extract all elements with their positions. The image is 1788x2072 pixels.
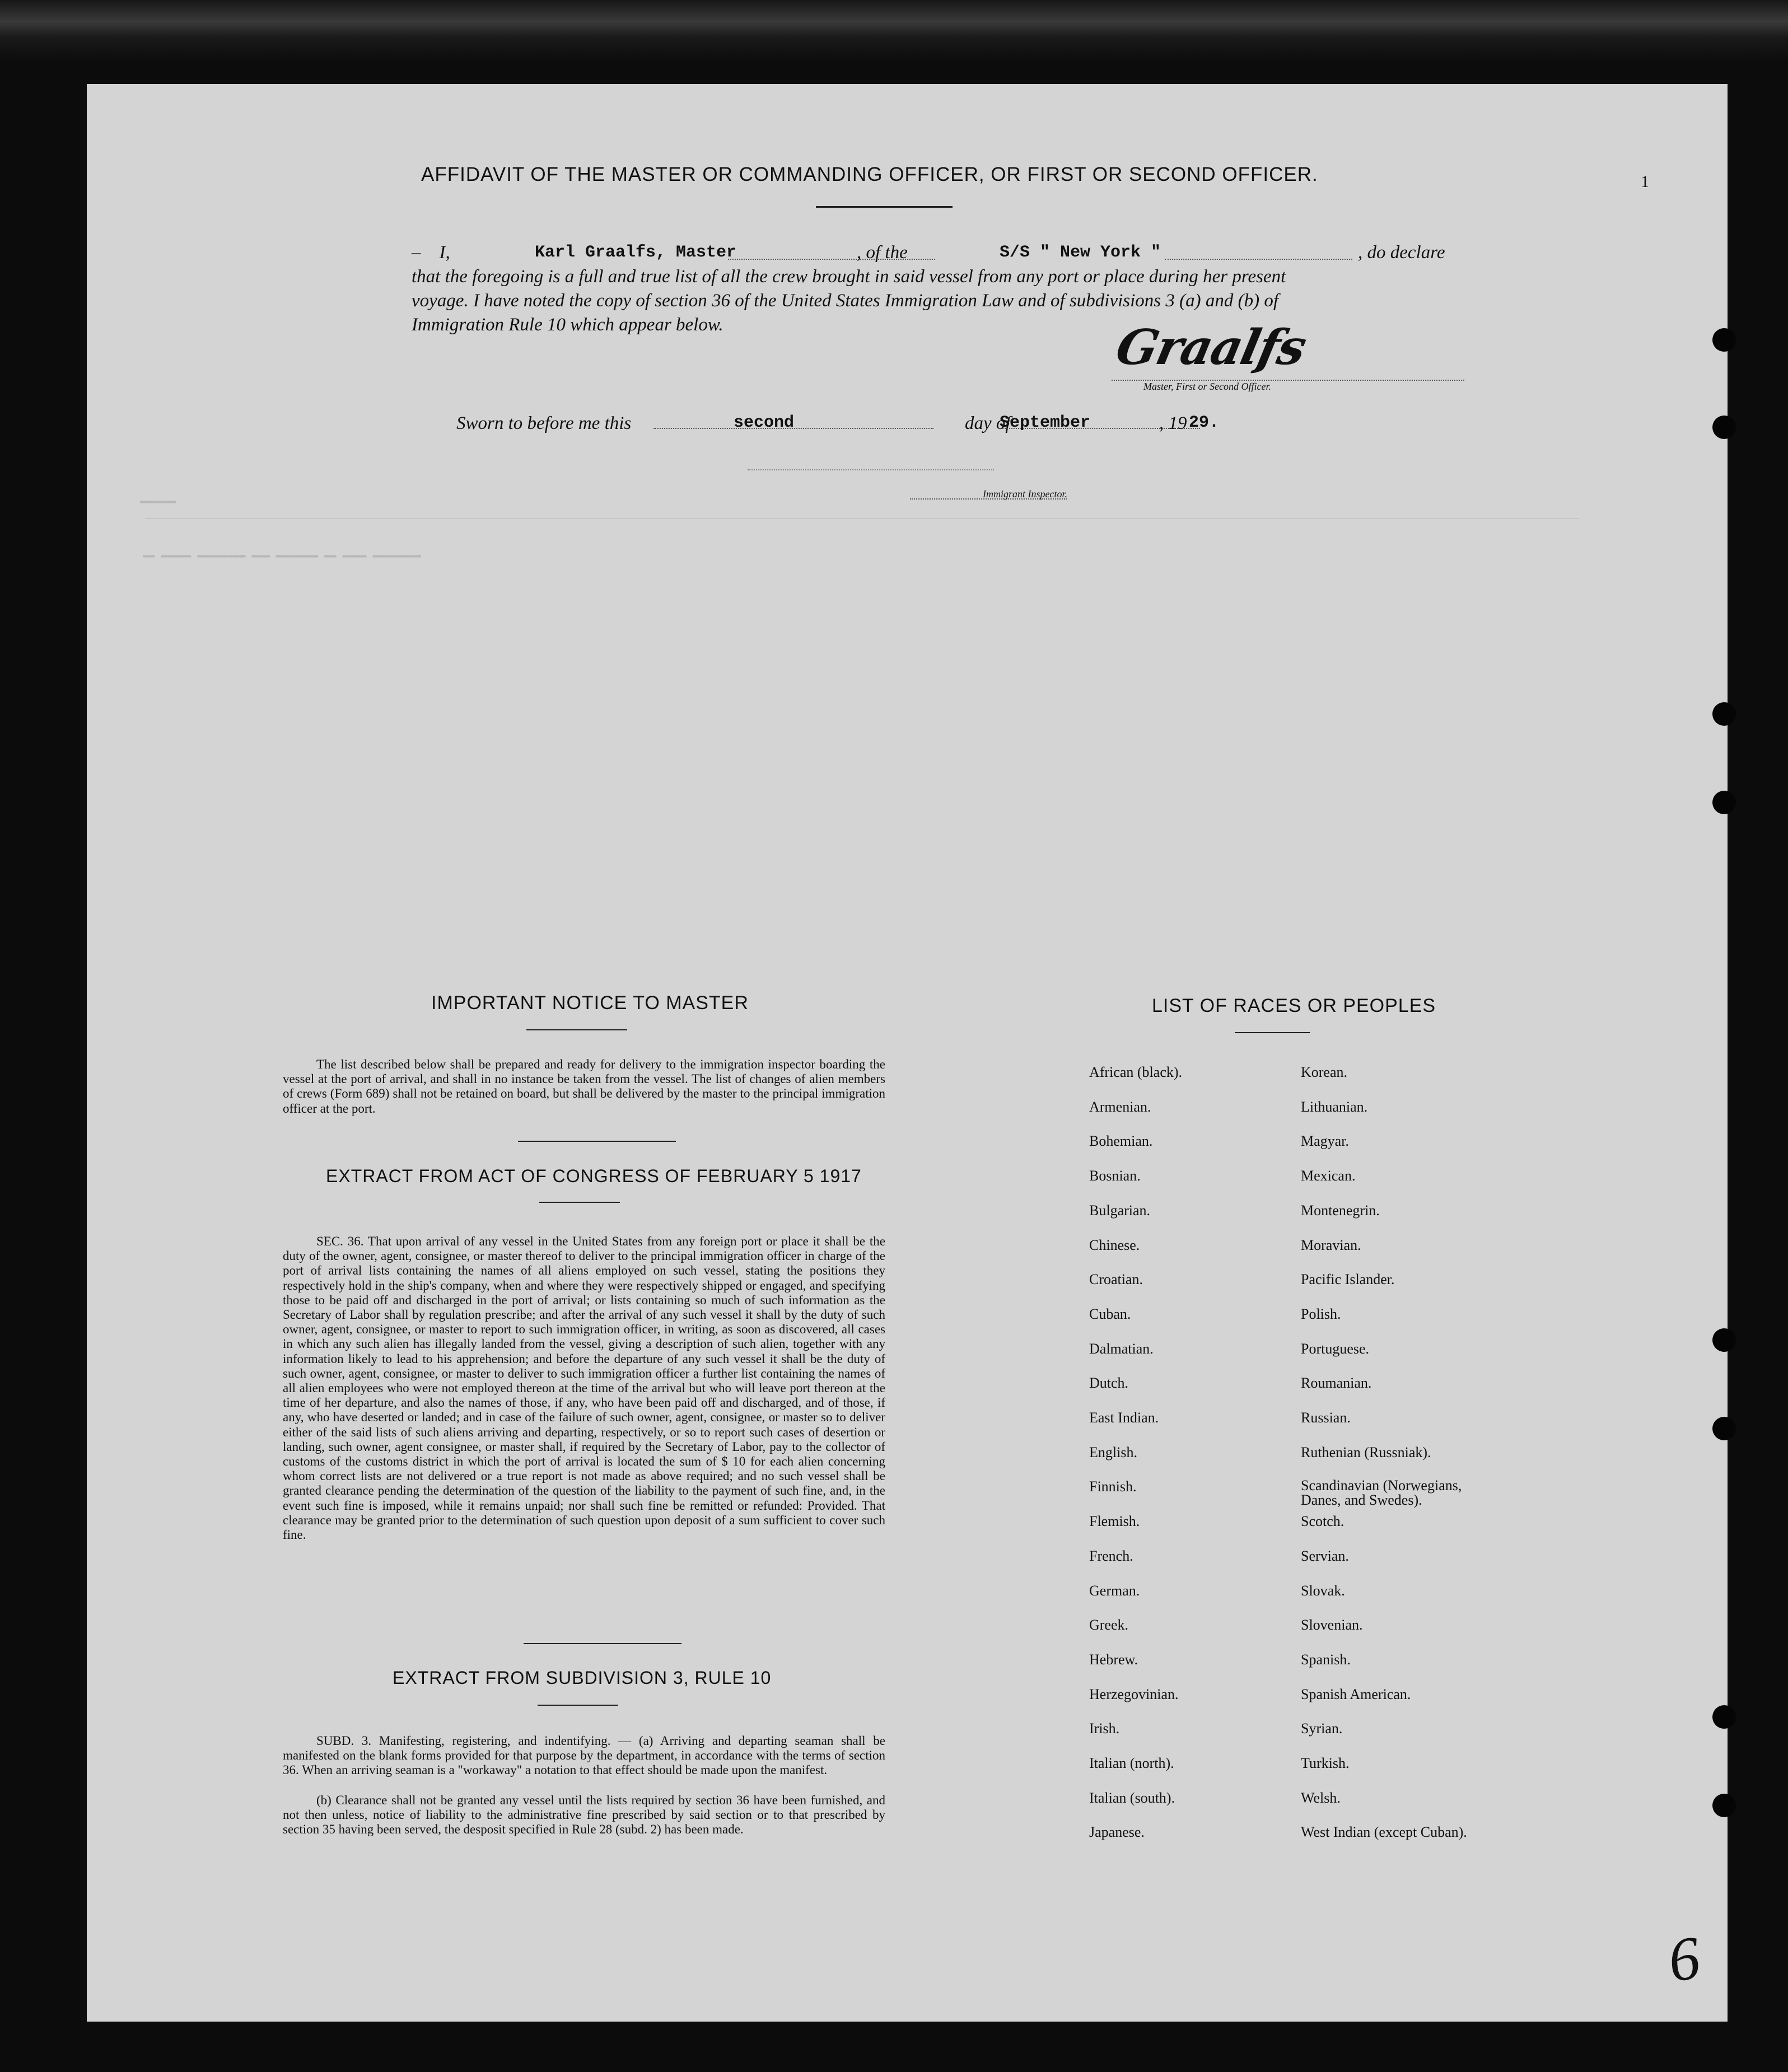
extract-rule-title: EXTRACT FROM SUBDIVISION 3, RULE 10 xyxy=(393,1668,772,1688)
of-the-text: , of the xyxy=(857,242,908,263)
race-item: African (black). xyxy=(1089,1064,1183,1080)
race-item: Polish. xyxy=(1301,1305,1341,1322)
race-item: Lithuanian. xyxy=(1301,1098,1368,1115)
race-item: Scotch. xyxy=(1301,1513,1344,1530)
race-item: Italian (south). xyxy=(1089,1789,1175,1806)
extract-rule-underline xyxy=(538,1705,618,1706)
race-item: English. xyxy=(1089,1444,1137,1460)
extract-rule-para-1: SUBD. 3. Manifesting, registering, and indentifying. — (a) Arriving and departing seaman shall be manifested on the blank forms provided for that purpose by the department, in accordance with the terms of section 36. When an arriving seaman is a "workaway" a notation to that effect should be made upon the manifest. xyxy=(283,1734,885,1777)
race-item: Ruthenian (Russniak). xyxy=(1301,1444,1431,1460)
fill-line xyxy=(1165,259,1352,260)
race-item: Irish. xyxy=(1089,1720,1120,1737)
binder-hole xyxy=(1712,1794,1736,1817)
title-underline xyxy=(816,206,953,208)
race-item: Moravian. xyxy=(1301,1236,1361,1253)
bleed-through-text: ▬▬ ▬▬▬▬▬ ▬▬▬▬▬▬▬▬ ▬▬▬ ▬▬▬▬▬▬▬ ▬▬ ▬▬▬▬ ▬▬▬▬▬▬▬▬ xyxy=(143,550,421,561)
race-item: Hebrew. xyxy=(1089,1651,1138,1668)
race-item: Croatian. xyxy=(1089,1271,1143,1288)
day-of-text: day of xyxy=(965,413,1011,433)
signature-caption: Master, First or Second Officer. xyxy=(1143,381,1271,392)
race-item: Roumanian. xyxy=(1301,1375,1372,1392)
race-item: Dutch. xyxy=(1089,1375,1129,1392)
sworn-month: September xyxy=(1000,413,1091,432)
sworn-day: second xyxy=(734,413,795,432)
binder-hole xyxy=(1712,791,1736,814)
bleed-through-rule xyxy=(146,518,1579,519)
master-name: Karl Graalfs, Master xyxy=(535,243,737,262)
race-item: Slovenian. xyxy=(1301,1617,1363,1634)
extract-act-underline xyxy=(539,1202,620,1203)
race-item: Japanese. xyxy=(1089,1824,1145,1841)
race-item: West Indian (except Cuban). xyxy=(1301,1824,1467,1841)
document-page xyxy=(87,84,1728,2022)
binder-hole xyxy=(1712,1417,1736,1440)
race-item: Cuban. xyxy=(1089,1305,1131,1322)
sworn-prefix: Sworn to before me this xyxy=(456,413,632,433)
race-item: Finnish. xyxy=(1089,1478,1137,1495)
binder-hole xyxy=(1712,1705,1736,1729)
race-item: Montenegrin. xyxy=(1301,1202,1380,1219)
race-item: Spanish American. xyxy=(1301,1686,1411,1702)
declaration-line-2: that the foregoing is a full and true list of all the crew brought in said vessel from any port or place during her present xyxy=(412,267,1286,287)
race-item: Herzegovinian. xyxy=(1089,1686,1179,1702)
year-value: 29. xyxy=(1189,413,1220,432)
race-item: Pacific Islander. xyxy=(1301,1271,1395,1288)
section-divider xyxy=(524,1643,681,1644)
race-item: French. xyxy=(1089,1547,1133,1564)
binder-hole xyxy=(1712,416,1736,439)
declaration-line-4: Immigration Rule 10 which appear below. xyxy=(412,315,723,335)
notice-text: The list described below shall be prepared and ready for delivery to the immigration inspector boarding the vessel at the port of arrival, and shall in no instance be taken from the vessel. The list of changes of alien members of crews (Form 689) shall not be retained on board, but shall be delivered by the master to the principal immigration officer at the port. xyxy=(283,1057,885,1116)
corner-handwritten-mark: 6 xyxy=(1664,1922,1705,1995)
race-item: Magyar. xyxy=(1301,1133,1349,1150)
race-item: Flemish. xyxy=(1089,1513,1140,1530)
binder-hole xyxy=(1712,702,1736,726)
inspector-caption: Immigrant Inspector. xyxy=(983,488,1067,500)
race-item: East Indian. xyxy=(1089,1410,1159,1426)
race-item: Spanish. xyxy=(1301,1651,1351,1668)
master-signature: Graalfs xyxy=(1111,319,1311,376)
race-item: Bohemian. xyxy=(1089,1133,1153,1150)
race-item: German. xyxy=(1089,1582,1140,1599)
year-prefix: , 19 xyxy=(1159,413,1187,433)
race-item: Turkish. xyxy=(1301,1755,1350,1771)
section-divider xyxy=(518,1141,676,1142)
race-item: Servian. xyxy=(1301,1547,1349,1564)
race-item: Greek. xyxy=(1089,1617,1129,1634)
extract-act-text: SEC. 36. That upon arrival of any vessel in the United States from any foreign port or place it shall be the duty of the owner, agent, consignee, or master thereof to deliver to the principal immigration officer in charge of the port of arrival lists containing the names of all aliens employed on such vessel, stating the positions they respectively hold in the ship's company, when and where they were respectively shipped or engaged, and specifying those to be paid off and discharged in the port of arrival; or lists containing so much of such information as the Secretary of Labor shall by regulation prescribe; and after the arrival of any such vessel it shall by the duty of such owner, agent, consignee, or master to report to such immigration officer, in writing, as soon as discovered, all cases in which any such alien has illegally landed from the vessel, giving a description of such alien, together with any information likely to lead to his apprehension; and before the departure of any such vessel it shall be the duty of such owner, agent, consignee, or master to deliver to such immigration officer a further list containing the names of all alien employees who were not employed thereon at the time of the arrival but who will leave port thereon at the time of her departure, and also the names of those, if any, who have been paid off and discharged, and of those, if any, who have deserted or landed; and in case of the failure of such owner, agent, consignee, or master so to deliver either of the said lists of such aliens arriving and departing, respectively, or so to report such cases of desertion or landing, such owner, agent consignee, or master shall, if required by the Secretary of Labor, pay to the collector of customs of the customs district in which the port of arrival is located the sum of $ 10 for each alien concerning whom correct lists are not delivered or a true report is not made as above required; and no such vessel shall be granted clearance pending the determination of the question of the liability to the payment of such fine, and, in the event such fine is imposed, while it remains unpaid; nor shall such fine be remitted or refunded: Provided. That clearance may be granted prior to the determination of such question upon deposit of a sum sufficient to cover such fine. xyxy=(283,1234,885,1542)
extract-act-title: EXTRACT FROM ACT OF CONGRESS OF FEBRUARY 5 1917 xyxy=(326,1166,862,1186)
margin-mark: 1 xyxy=(1641,172,1649,191)
notice-title-underline xyxy=(526,1029,627,1030)
race-item: Scandinavian (Norwegians, Danes, and Swedes). xyxy=(1301,1477,1462,1509)
race-item: Bosnian. xyxy=(1089,1168,1141,1184)
vessel-name: S/S " New York " xyxy=(1000,243,1161,262)
races-title-underline xyxy=(1235,1032,1310,1033)
race-item: Dalmatian. xyxy=(1089,1340,1154,1357)
declaration-line-3: voyage. I have noted the copy of section 36 of the United States Immigration Law and of subdivisions 3 (a) and (b) of xyxy=(412,291,1279,311)
race-item: Bulgarian. xyxy=(1089,1202,1151,1219)
scanner-edge xyxy=(0,0,1788,62)
fill-line xyxy=(748,469,994,470)
extract-rule-para-2: (b) Clearance shall not be granted any vessel until the lists required by section 36 have been furnished, and not then unless, notice of liability to the administrative fine prescribed by said section or to that prescribed by section 35 having been served, the desposit specified in Rule 28 (subd. 2) has been made. xyxy=(283,1793,885,1837)
bleed-through-text: ▬▬▬▬▬▬ xyxy=(140,496,176,507)
race-item: Mexican. xyxy=(1301,1168,1356,1184)
race-item: Portuguese. xyxy=(1301,1340,1370,1357)
race-item: Armenian. xyxy=(1089,1098,1151,1115)
race-item: Chinese. xyxy=(1089,1236,1140,1253)
race-item: Italian (north). xyxy=(1089,1755,1174,1771)
affidavit-title: AFFIDAVIT OF THE MASTER OR COMMANDING OFFICER, OR FIRST OR SECOND OFFICER. xyxy=(421,164,1318,185)
races-title: LIST OF RACES OR PEOPLES xyxy=(1152,995,1436,1016)
race-item: Russian. xyxy=(1301,1410,1351,1426)
race-item: Slovak. xyxy=(1301,1582,1345,1599)
race-item: Welsh. xyxy=(1301,1789,1341,1806)
binder-hole xyxy=(1712,1328,1736,1352)
do-declare-text: , do declare xyxy=(1358,242,1445,263)
race-item: Syrian. xyxy=(1301,1720,1343,1737)
notice-title: IMPORTANT NOTICE TO MASTER xyxy=(431,992,749,1014)
declaration-line-1: – I, xyxy=(412,242,450,263)
race-item: Korean. xyxy=(1301,1064,1348,1080)
binder-hole xyxy=(1712,328,1736,352)
